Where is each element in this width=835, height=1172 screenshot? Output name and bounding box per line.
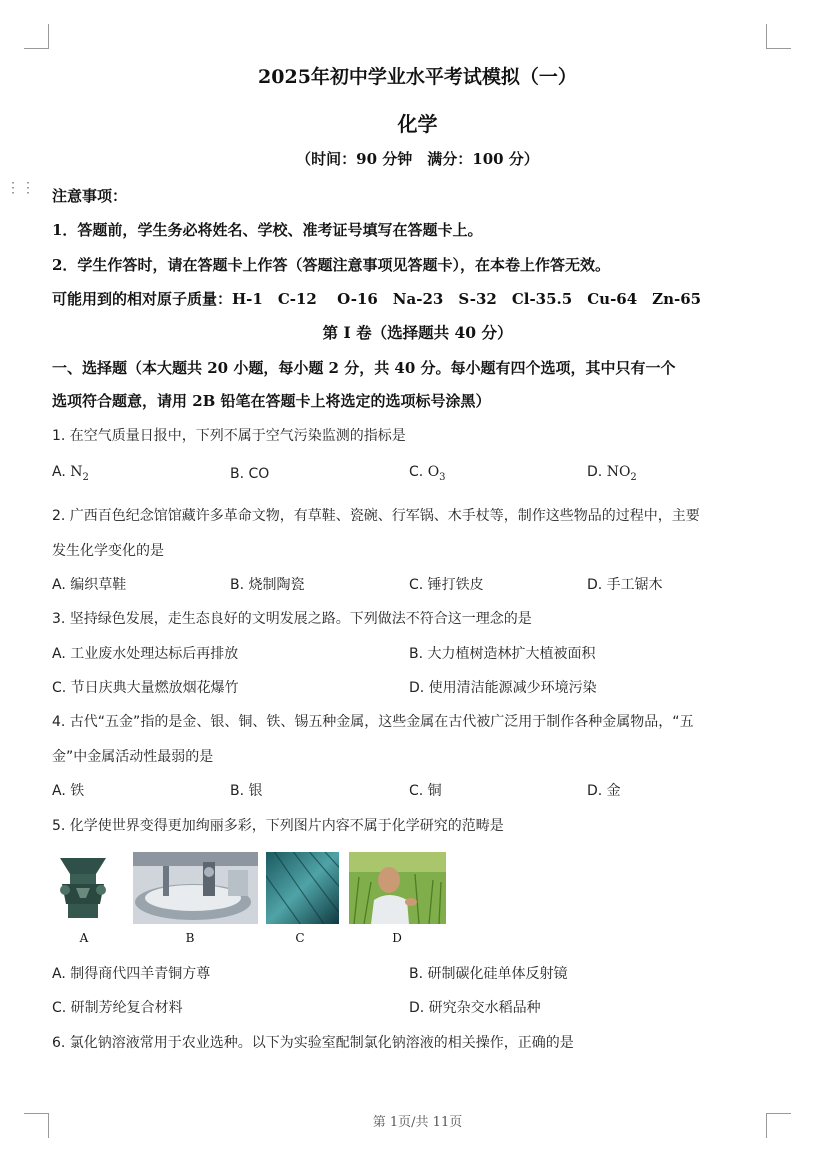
atomic-masses: 可能用到的相对原子质量：H-1 C-12 O-16 Na-23 S-32 Cl-35.5 Cu-64 Zn-65 (52, 290, 702, 308)
q5-option-c[interactable]: C. 研制芳纶复合材料 (52, 1000, 183, 1016)
q1-option-d[interactable] (587, 464, 637, 483)
section-instruction: 选项符合题意，请用 2B 铅笔在答题卡上将选定的选项标号涂黑） (52, 392, 491, 410)
question-5-stem: 5. 化学使世界变得更加绚丽多彩，下列图片内容不属于化学研究的范畴是 (52, 818, 504, 834)
q4-option-a[interactable]: A. 铁 (52, 783, 85, 799)
q1-option-a[interactable] (52, 464, 89, 483)
drag-handle-icon[interactable]: ⋮⋮ (6, 180, 36, 196)
q2-option-a[interactable]: A. 编织草鞋 (52, 577, 127, 593)
note-item: 2．学生作答时，请在答题卡上作答（答题注意事项见答题卡），在本卷上作答无效。 (52, 256, 610, 274)
note-item: 1．答题前，学生务必将姓名、学校、准考证号填写在答题卡上。 (52, 221, 483, 239)
time-info: （时间：90 分钟 满分：100 分） (296, 150, 539, 168)
q2-option-c[interactable]: C. 锤打铁皮 (409, 577, 484, 593)
option-prefix: C. (409, 464, 424, 480)
image-label: D (392, 931, 402, 945)
image-label: B (185, 931, 195, 945)
option-prefix: B. (230, 466, 245, 482)
question-1-stem: 1. 在空气质量日报中，下列不属于空气污染监测的指标是 (52, 428, 406, 444)
formula: $O_3$ (427, 464, 446, 483)
q3-option-c[interactable]: C. 节日庆典大量燃放烟花爆竹 (52, 680, 239, 696)
option-prefix: A. (52, 464, 66, 480)
q5-option-b[interactable]: B. 研制碳化硅单体反射镜 (409, 966, 568, 982)
q3-option-b[interactable]: B. 大力植树造林扩大植被面积 (409, 646, 596, 662)
q1-option-b[interactable] (230, 466, 269, 482)
sic-mirror-image (133, 852, 258, 924)
rice-research-image (349, 852, 446, 924)
question-4-stem: 金”中金属活动性最弱的是 (52, 749, 214, 765)
aramid-material-image (266, 852, 339, 924)
section-title: 第 I 卷（选择题共 40 分） (322, 323, 513, 342)
q3-option-a[interactable]: A. 工业废水处理达标后再排放 (52, 646, 239, 662)
formula: $N_2$ (70, 464, 89, 483)
question-4-stem: 4. 古代“五金”指的是金、银、铜、铁、锡五种金属，这些金属在古代被广泛用于制作各种金属物品，“五 (52, 714, 694, 730)
q3-option-d[interactable]: D. 使用清洁能源减少环境污染 (409, 680, 597, 696)
section-instruction: 一、选择题（本大题共 20 小题，每小题 2 分，共 40 分。每小题有四个选项，其中只有一个 (52, 359, 676, 377)
q4-option-c[interactable]: C. 铜 (409, 783, 442, 799)
notes-heading: 注意事项： (52, 187, 128, 205)
q4-option-d[interactable]: D. 金 (587, 783, 621, 799)
q2-option-b[interactable]: B. 烧制陶瓷 (230, 577, 305, 593)
q1-option-c[interactable] (409, 464, 446, 483)
subject-title: 化学 (397, 112, 438, 136)
page-number: 第 1页/共 11页 (372, 1115, 463, 1130)
formula: CO (248, 466, 270, 482)
question-3-stem: 3. 坚持绿色发展，走生态良好的文明发展之路。下列做法不符合这一理念的是 (52, 611, 532, 627)
image-label: C (295, 931, 305, 945)
question-6-stem: 6. 氯化钠溶液常用于农业选种。以下为实验室配制氯化钠溶液的相关操作，正确的是 (52, 1035, 574, 1051)
q2-option-d[interactable]: D. 手工锯木 (587, 577, 663, 593)
question-2-stem: 发生化学变化的是 (52, 543, 164, 559)
option-prefix: D. (587, 464, 603, 480)
exam-title: 2025年初中学业水平考试模拟（一） (258, 66, 577, 88)
q5-option-a[interactable]: A. 制得商代四羊青铜方尊 (52, 966, 211, 982)
page-corner-mark (24, 24, 49, 49)
bronze-zun-image (52, 852, 114, 924)
q4-option-b[interactable]: B. 银 (230, 783, 263, 799)
image-label: A (79, 931, 89, 945)
q5-option-d[interactable]: D. 研究杂交水稻品种 (409, 1000, 541, 1016)
formula: $NO_2$ (606, 464, 637, 483)
question-2-stem: 2. 广西百色纪念馆馆藏许多革命文物，有草鞋、瓷碗、行军锅、木手杖等，制作这些物品的过程中，主要 (52, 508, 700, 524)
page-corner-mark (766, 24, 791, 49)
